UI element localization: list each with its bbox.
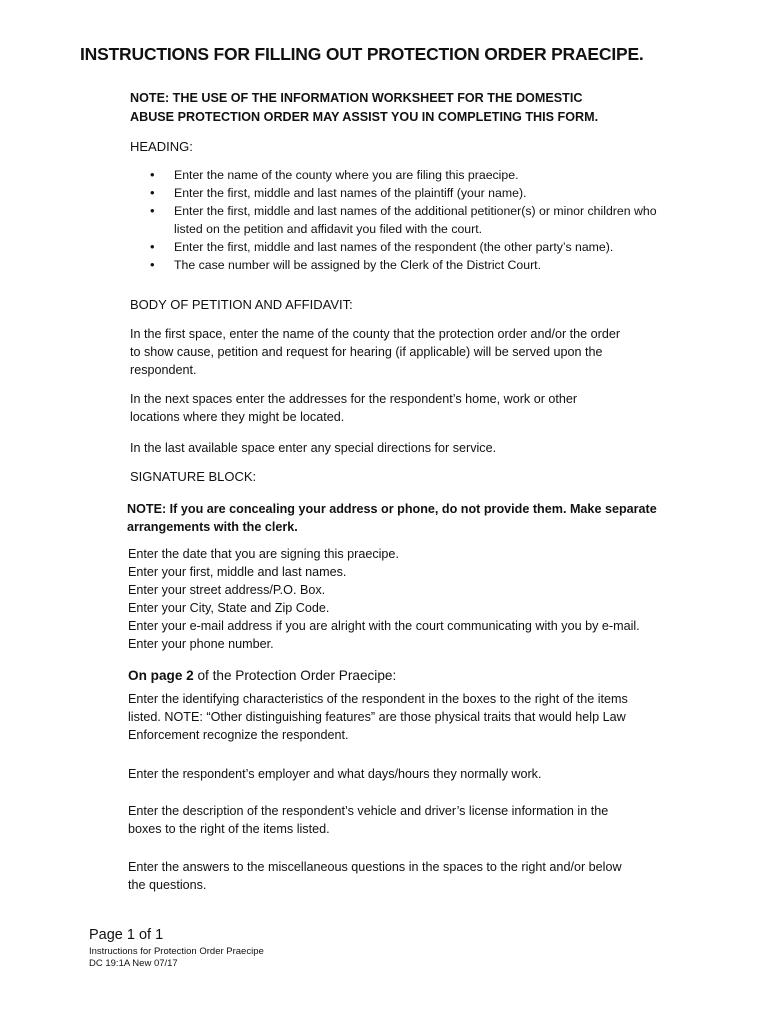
list-item-line: listed on the petition and affidavit you filed with the court. [174,222,483,236]
paragraph-line: listed. NOTE: “Other distinguishing features” are those physical traits that would help Law [128,710,626,724]
list-item: Enter your City, State and Zip Code. [128,601,330,615]
body-paragraph-3: In the last available space enter any special directions for service. [130,441,497,455]
paragraph-line: Enter the description of the respondent’s vehicle and driver’s license information in the [128,804,609,818]
list-item: Enter your street address/P.O. Box. [128,583,326,597]
worksheet-note-line: NOTE: THE USE OF THE INFORMATION WORKSHEET FOR THE DOMESTIC [130,91,583,105]
page2-heading-rest: of the Protection Order Praecipe: [193,668,397,683]
list-item: Enter the date that you are signing this praecipe. [128,547,399,561]
paragraph-line: boxes to the right of the items listed. [128,822,330,836]
signature-instructions [128,545,640,653]
list-item [150,202,657,238]
footer-doc-title: Instructions for Protection Order Praecipe [89,946,264,957]
paragraph-line: locations where they might be located. [130,410,345,424]
page2-paragraph-1 [128,690,628,744]
list-item: Enter your first, middle and last names. [128,565,347,579]
footer-doc-code: DC 19:1A New 07/17 [89,958,178,969]
body-section-label: BODY OF PETITION AND AFFIDAVIT: [130,297,353,312]
paragraph-line: Enter the answers to the miscellaneous questions in the spaces to the right and/or below [128,860,622,874]
page2-heading [128,668,396,683]
worksheet-note-line: ABUSE PROTECTION ORDER MAY ASSIST YOU IN COMPLETING THIS FORM. [130,110,599,124]
paragraph-line: to show cause, petition and request for hearing (if applicable) will be served upon the [130,345,603,359]
page2-paragraph-3 [128,802,608,838]
heading-instructions-list [150,166,657,274]
list-item: Enter your e-mail address if you are alright with the court communicating with you by e-mail. [128,619,640,633]
list-item: Enter your phone number. [128,637,274,651]
list-item: • Enter the first, middle and last names of the plaintiff (your name). [150,184,657,202]
list-item: • The case number will be assigned by the Clerk of the District Court. [150,256,657,274]
paragraph-line: Enforcement recognize the respondent. [128,728,349,742]
concealing-note-line: arrangements with the clerk. [127,520,298,534]
list-item: • Enter the first, middle and last names of the respondent (the other party’s name). [150,238,657,256]
page-number: Page 1 of 1 [89,927,164,943]
page2-heading-bold: On page 2 [128,668,194,683]
paragraph-line: the questions. [128,878,207,892]
page2-paragraph-4 [128,858,622,894]
body-paragraph-2 [130,390,577,426]
heading-section-label: HEADING: [130,139,193,154]
list-item-line: • Enter the first, middle and last names of the additional petitioner(s) or minor children who [174,204,657,218]
signature-section-label: SIGNATURE BLOCK: [130,469,257,484]
paragraph-line: Enter the identifying characteristics of the respondent in the boxes to the right of the items [128,692,628,706]
body-paragraph-1 [130,325,620,379]
concealing-note-line: NOTE: If you are concealing your address or phone, do not provide them. Make separate [127,502,657,516]
paragraph-line: In the next spaces enter the addresses for the respondent’s home, work or other [130,392,578,406]
page-title: INSTRUCTIONS FOR FILLING OUT PROTECTION ORDER PRAECIPE. [80,44,644,64]
paragraph-line: In the first space, enter the name of the county that the protection order and/or the order [130,327,621,341]
concealing-note [127,500,657,536]
list-item: • Enter the name of the county where you are filing this praecipe. [150,166,657,184]
page2-paragraph-2: Enter the respondent’s employer and what days/hours they normally work. [128,767,542,781]
paragraph-line: respondent. [130,363,197,377]
worksheet-note [130,89,598,127]
